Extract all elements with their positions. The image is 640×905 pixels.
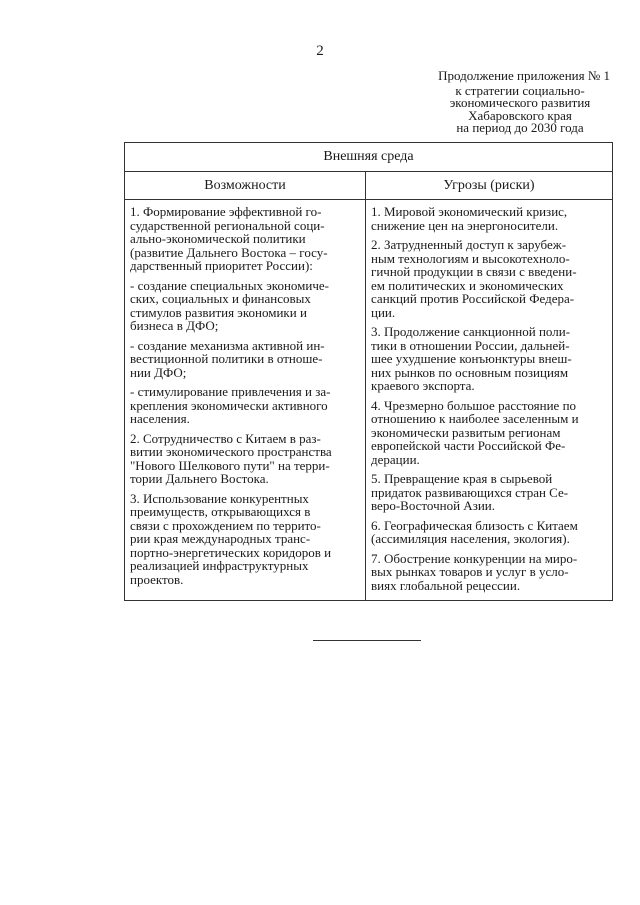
- opportunity-item: - создание механизма активной ин- вестиционной политики в отноше- нии ДФО;: [130, 337, 325, 380]
- threat-item: 5. Превращение края в сырьевой придаток развивающихся стран Се- веро-Восточной Азии.: [371, 471, 569, 513]
- swot-table: [124, 142, 613, 601]
- column-header-opportunities: Возможности: [125, 172, 366, 200]
- threat-item: 2. Затрудненный доступ к зарубеж- ным технологиям и высокотехноло- гичной продукции в связи с введени- ем политических и экономических санкций против Российской Федера- ции.: [371, 237, 577, 320]
- page-number: 2: [316, 43, 324, 59]
- threat-item: 6. Географическая близость с Китаем (ассимиляция населения, экология).: [371, 517, 578, 546]
- footer-rule: [313, 640, 421, 641]
- threat-item: 1. Мировой экономический кризис, снижение цен на энергоносители.: [371, 204, 568, 233]
- opportunity-item: 3. Использование конкурентных преимуществ, открывающихся в связи с прохождением по террито- рии края международных транс- портно-энергетических коридоров и реализацией инфраструктурных проектов.: [130, 490, 332, 587]
- annex-line: на период до 2030 года: [456, 120, 584, 135]
- section-header: Внешняя среда: [125, 143, 613, 172]
- threat-item: 7. Обострение конкуренции на миро- вых рынках товаров и услуг в усло- виях глобальной рецессии.: [371, 550, 578, 593]
- annex-line: Продолжение приложения № 1: [438, 68, 610, 83]
- opportunity-item: 1. Формирование эффективной го- сударственной региональной соци- ально-экономической политики (развитие Дальнего Востока – госу- дарственный приоритет России):: [130, 204, 328, 273]
- threats-cell: [366, 200, 613, 601]
- annex-line: экономического развития: [449, 95, 591, 110]
- opportunities-list: [125, 200, 365, 600]
- annex-header: [430, 70, 610, 135]
- annex-line: к стратегии социально-: [455, 82, 585, 98]
- threat-item: 3. Продолжение санкционной поли- тики в отношении России, дальней- шее ухудшение конъюнктуры внеш- них рынков по основным позициям краевого экспорта.: [371, 324, 572, 393]
- threats-list: [366, 200, 612, 598]
- threat-item: 4. Чрезмерно большое расстояние по отношению к наиболее заселенным и экономически развитым регионам европейской части Российской Фе- дерации.: [371, 397, 579, 467]
- opportunity-item: 2. Сотрудничество с Китаем в раз- витии экономического пространства "Нового Шелкового пути" на терри- тории Дальнего Востока.: [130, 430, 332, 486]
- opportunity-item: - создание специальных экономиче- ских, социальных и финансовых стимулов развития экономики и бизнеса в ДФО;: [130, 277, 329, 333]
- column-header-threats: Угрозы (риски): [366, 172, 613, 200]
- opportunity-item: - стимулирование привлечения и за- крепления экономически активного населения.: [130, 384, 331, 426]
- annex-line: Хабаровского края: [468, 107, 572, 123]
- opportunities-cell: [125, 200, 366, 601]
